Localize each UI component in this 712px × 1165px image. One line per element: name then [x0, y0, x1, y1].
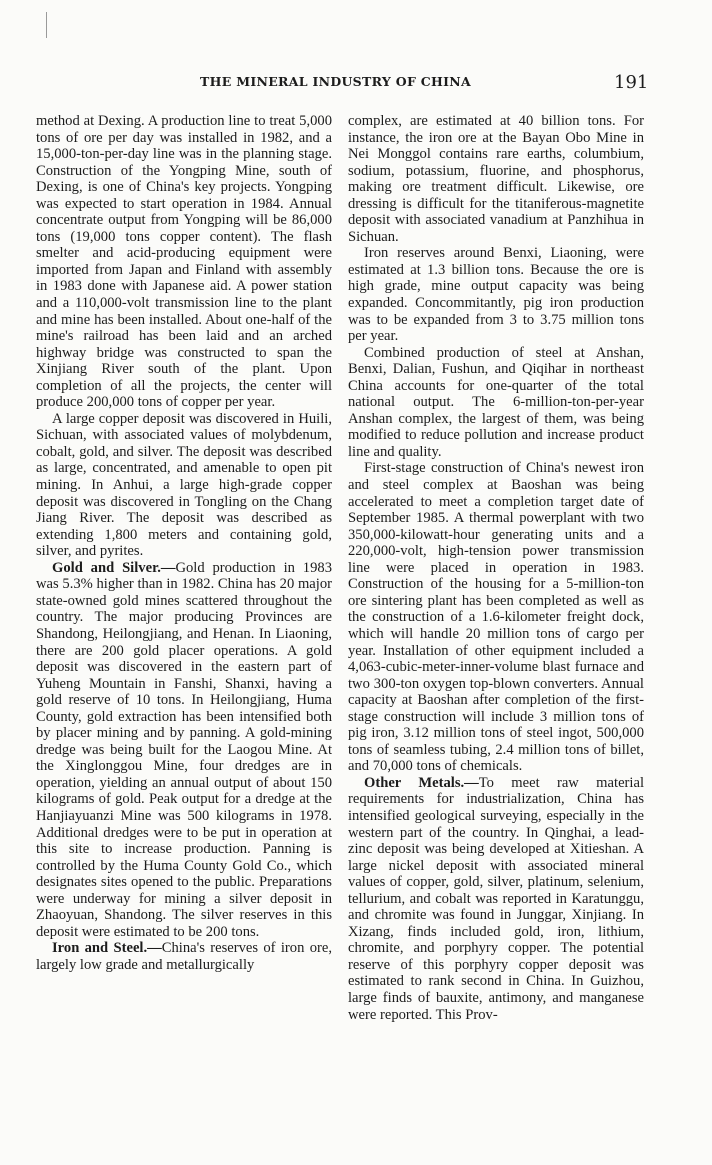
paragraph: [36, 560, 332, 941]
section-heading: Other Metals.—: [364, 774, 479, 791]
paragraph: [348, 245, 644, 344]
paragraph-text: method at Dexing. A production line to treat 5,000 tons of ore per day was installed in 1982, and a 15,000-ton-per-day line was in the planning stage. Construction of the Yongping Mine, south of Dexing, is one of China's key projects. Yongping was expected to start operation in 1984. Annual concentrate output from Yongping will be 86,000 tons (19,000 tons copper content). The flash smelter and acid-producing equipment were imported from Japan and Finland with assembly in 1983 done with Japanese aid. A power station and a 110,000-volt transmission line to the plant and mine has been installed. About one-half of the mine's railroad has been laid and an arched highway bridge was constructed to span the Xinjiang River south of the plant. Upon completion of all the projects, the center will produce 200,000 tons of copper per year.: [36, 113, 332, 411]
scan-margin-mark: [46, 12, 47, 38]
paragraph: [36, 940, 332, 973]
paragraph: [348, 460, 644, 774]
paragraph-text: complex, are estimated at 40 billion tons. For instance, the iron ore at the Bayan Obo Mine in Nei Monggol contains rare earths, columbium, sodium, potassium, fluorine, and phosphorus, making ore treatment difficult. Likewise, ore dressing is difficult for the titaniferous-magnetite deposit with associated vanadium at Panzhihua in Sichuan.: [348, 113, 644, 245]
paragraph-text: Combined production of steel at Anshan, Benxi, Dalian, Fushun, and Qiqihar in northeast China accounts for one-quarter of the total national output. The 6-million-ton-per-year Anshan complex, the largest of them, was being modified to reduce pollution and increase product line and quality.: [348, 344, 644, 460]
paragraph-text: To meet raw material requirements for industrialization, China has intensified geological surveying, especially in the western part of the country. In Qinghai, a lead-zinc deposit was being developed at Xitieshan. A large nickel deposit with associated mineral values of copper, gold, silver, platinum, selenium, tellurium, and cobalt was reported in Karatunggu, and chromite was found in Junggar, Xinjiang. In Xizang, finds included gold, iron, lithium, chromite, and porphyry copper. The potential reserve of this porphyry copper deposit was estimated to rank second in China. In Guizhou, large finds of bauxite, antimony, and manganese were reported. This Prov-: [348, 774, 644, 1023]
left-column: [36, 113, 332, 973]
section-heading: Iron and Steel.—: [52, 940, 162, 957]
running-head: THE MINERAL INDUSTRY OF CHINA: [200, 74, 472, 89]
paragraph: [348, 345, 644, 461]
paragraph-text: A large copper deposit was discovered in Huili, Sichuan, with associated values of molybdenum, cobalt, gold, and silver. The deposit was described as large, concentrated, and amenable to open pit mining. In Anhui, a large high-grade copper deposit was discovered in Tongling on the Chang Jiang River. The deposit was described as extending 1,800 meters and containing gold, silver, and pyrites.: [36, 410, 332, 560]
paragraph: [348, 113, 644, 245]
right-column: [348, 113, 644, 1023]
paragraph-text: Gold production in 1983 was 5.3% higher than in 1982. China has 20 major state-owned gold mines scattered throughout the country. The major producing Provinces are Shandong, Heilongjiang, and Henan. In Liaoning, there are 200 gold placer operations. A gold deposit was discovered in the eastern part of Yuheng Mountain in Fanshi, Shanxi, having a gold reserve of 10 tons. In Heilongjiang, Huma County, gold extraction has been intensified both by placer mining and by panning. A gold-mining dredge was being built for the Laogou Mine. At the Xinglonggou Mine, four dredges are in operation, yielding an annual output of about 150 kilograms of gold. Peak output for a dredge at the Hanjiayuanzi Mine was 500 kilograms in 1978. Additional dredges were to be put in operation at this site to increase production. Panning is controlled by the Huma County Gold Co., which designates sites opened to the public. Preparations were underway for mining a silver deposit in Zhaoyuan, Shandong. The silver reserves in this deposit were estimated to be 200 tons.: [36, 559, 332, 940]
page-number: 191: [614, 72, 649, 93]
paragraph: [36, 411, 332, 560]
section-heading: Gold and Silver.—: [52, 559, 176, 576]
paragraph-text: Iron reserves around Benxi, Liaoning, were estimated at 1.3 billion tons. Because the ore is high grade, mine output capacity was being expanded. Concommitantly, pig iron production was to be expanded from 3 to 3.75 million tons per year.: [348, 245, 644, 345]
paragraph: [348, 775, 644, 1023]
paragraph-text: China's reserves of iron ore, largely low grade and metallurgically: [36, 940, 332, 973]
paragraph-text: First-stage construction of China's newest iron and steel complex at Baoshan was being accelerated to meet a completion target date of September 1985. A thermal powerplant with two 350,000-kilowatt-hour generating units and a 220,000-volt, high-tension power transmission line were placed in operation in 1983. Construction of the housing for a 5-million-ton ore sintering plant has been completed as well as the construction of a 1.6-kilometer freight dock, which will handle 20 million tons of cargo per year. Installation of other equipment included a 4,063-cubic-meter-inner-volume blast furnace and two 300-ton oxygen top-blown converters. Annual capacity at Baoshan after completion of the first-stage construction will include 3 million tons of pig iron, 3.12 million tons of steel ingot, 500,000 tons of seamless tubing, 2.4 million tons of billet, and 70,000 tons of chemicals.: [348, 460, 644, 775]
paragraph: [36, 113, 332, 411]
